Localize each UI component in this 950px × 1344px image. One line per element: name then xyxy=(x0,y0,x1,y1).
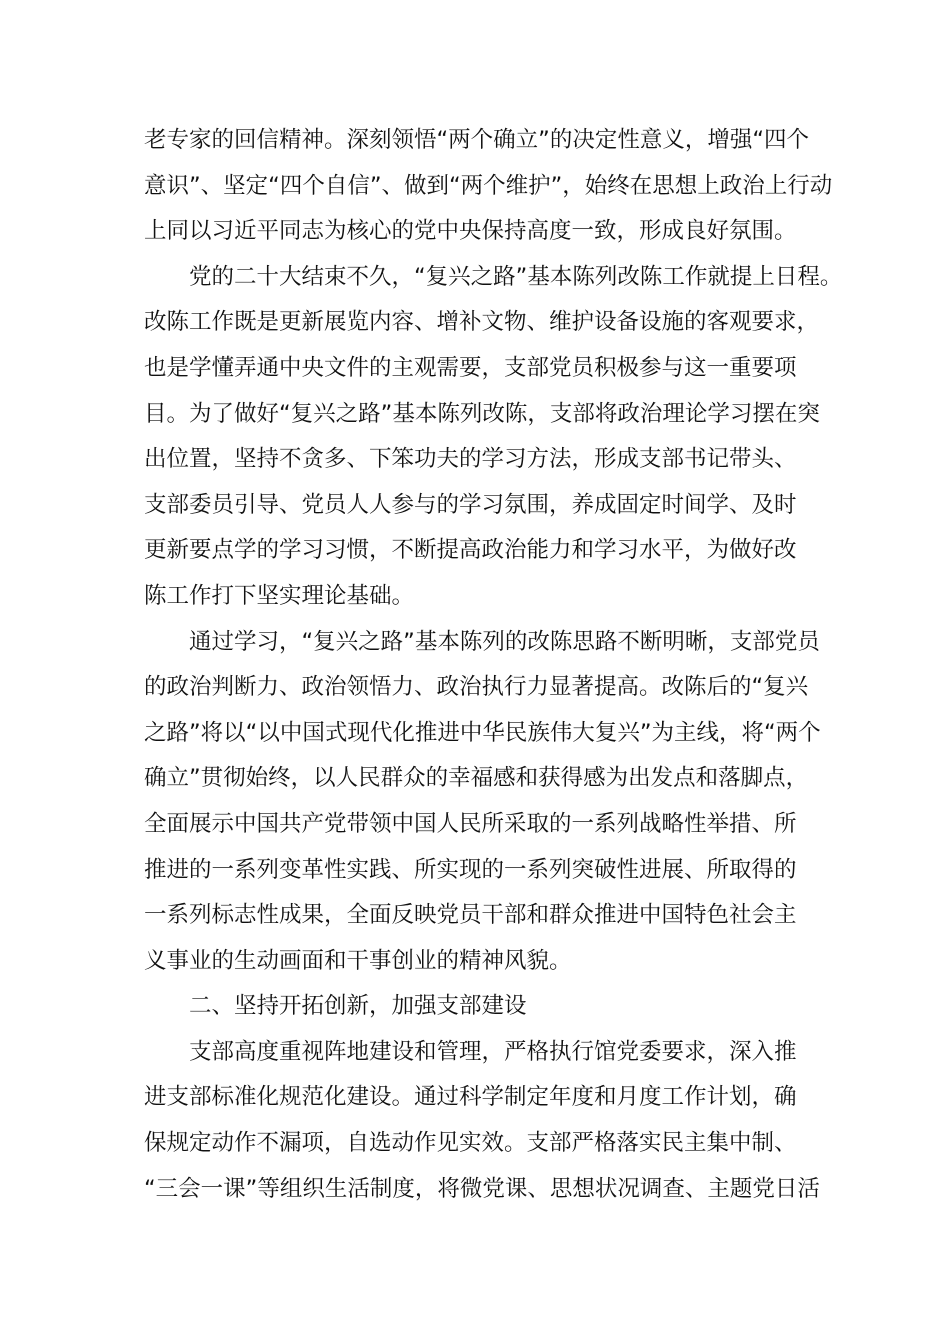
text-line: 进支部标准化规范化建设。通过科学制定年度和月度工作计划，确 xyxy=(144,1084,797,1111)
section-heading: 二、坚持开拓创新，加强支部建设 xyxy=(189,993,527,1020)
text-line: 确立”贯彻始终，以人民群众的幸福感和获得感为出发点和落脚点， xyxy=(144,765,809,792)
text-line: 保规定动作不漏项，自选动作见实效。支部严格落实民主集中制、 xyxy=(144,1130,797,1157)
text-line: 之路”将以“以中国式现代化推进中华民族伟大复兴”为主线，将“两个 xyxy=(144,719,821,746)
text-line: 也是学懂弄通中央文件的主观需要，支部党员积极参与这一重要项 xyxy=(144,354,797,381)
text-line: 义事业的生动画面和干事创业的精神风貌。 xyxy=(144,947,572,974)
text-line: 目。为了做好“复兴之路”基本陈列改陈，支部将政治理论学习摆在突 xyxy=(144,400,820,427)
text-line: 支部委员引导、党员人人参与的学习氛围，养成固定时间学、及时 xyxy=(144,491,797,518)
paragraph-start-line: 支部高度重视阵地建设和管理，严格执行馆党委要求，深入推 xyxy=(189,1038,797,1065)
text-line: “三会一课”等组织生活制度，将微党课、思想状况调查、主题党日活 xyxy=(144,1175,820,1202)
paragraph-start-line: 党的二十大结束不久，“复兴之路”基本陈列改陈工作就提上日程。 xyxy=(189,263,843,290)
text-line: 全面展示中国共产党带领中国人民所采取的一系列战略性举措、所 xyxy=(144,810,797,837)
text-line: 老专家的回信精神。深刻领悟“两个确立”的决定性意义，增强“四个 xyxy=(144,127,809,153)
text-line: 意识”、坚定“四个自信”、做到“两个维护”，始终在思想上政治上行动 xyxy=(144,172,833,199)
text-line: 推进的一系列变革性实践、所实现的一系列突破性进展、所取得的 xyxy=(144,856,797,883)
text-line: 上同以习近平同志为核心的党中央保持高度一致，形成良好氛围。 xyxy=(144,218,797,245)
text-line: 更新要点学的学习习惯，不断提高政治能力和学习水平，为做好改 xyxy=(144,537,797,564)
text-line: 出位置，坚持不贪多、下笨功夫的学习方法，形成支部书记带头、 xyxy=(144,446,797,473)
text-line: 的政治判断力、政治领悟力、政治执行力显著提高。改陈后的“复兴 xyxy=(144,674,809,701)
text-line: 改陈工作既是更新展览内容、增补文物、维护设备设施的客观要求， xyxy=(144,309,820,336)
text-line: 陈工作打下坚实理论基础。 xyxy=(144,582,415,609)
paragraph-start-line: 通过学习，“复兴之路”基本陈列的改陈思路不断明晰，支部党员 xyxy=(189,628,820,655)
body-text xyxy=(144,118,843,1212)
text-line: 一系列标志性成果，全面反映党员干部和群众推进中国特色社会主 xyxy=(144,902,797,929)
